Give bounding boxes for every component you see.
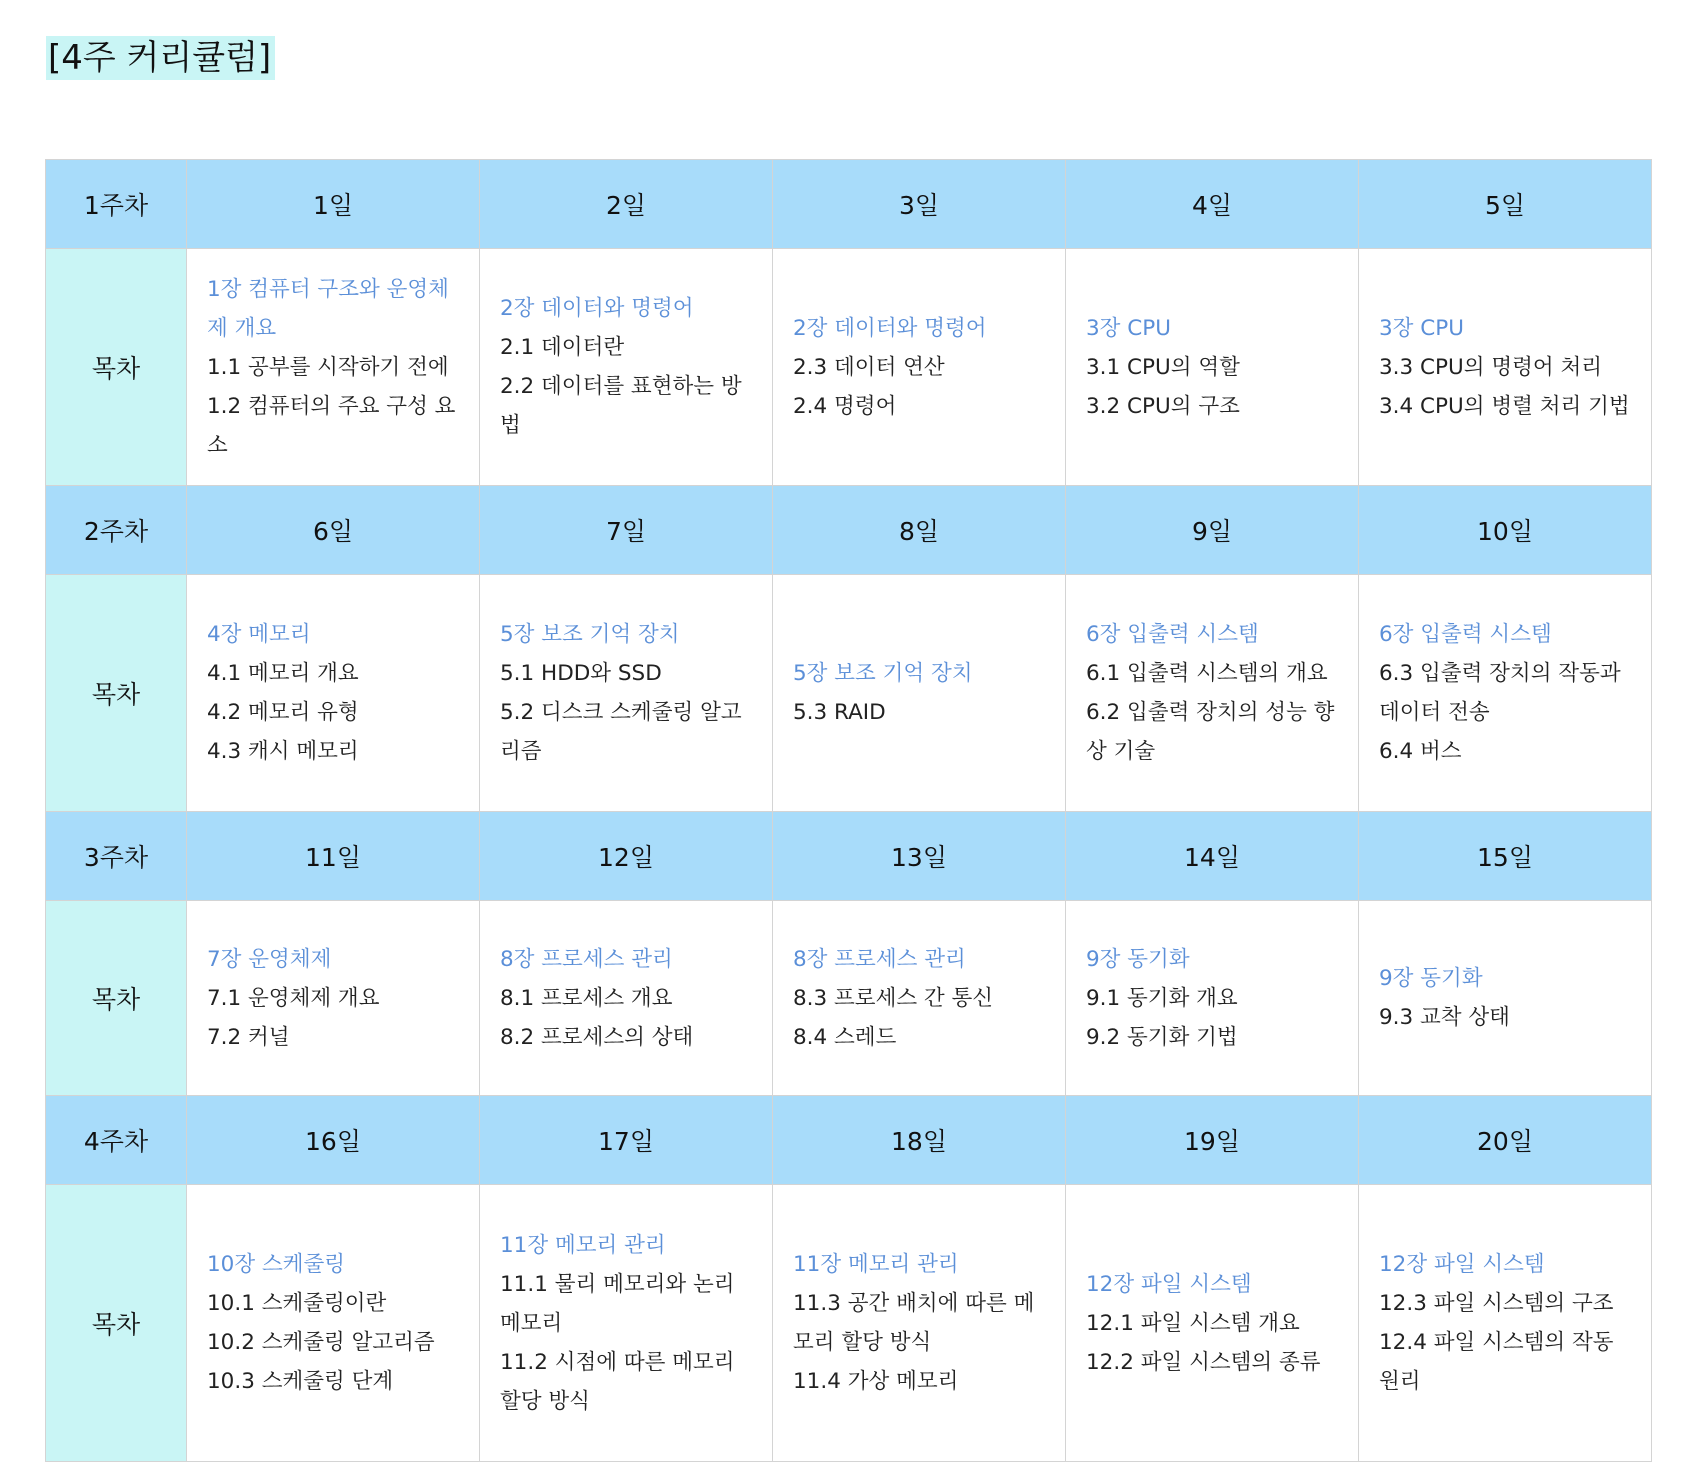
day-cell — [480, 575, 773, 812]
chapter-title: 3장 CPU — [1086, 315, 1171, 341]
day-cell — [1359, 575, 1652, 812]
day-header: 8일 — [773, 486, 1066, 575]
day-cell — [773, 1185, 1066, 1462]
topic-item: 8.1 프로세스 개요 — [500, 985, 673, 1011]
topic-item: 8.4 스레드 — [793, 1024, 897, 1050]
chapter-title: 5장 보조 기억 장치 — [500, 622, 680, 647]
topic-item: 2.3 데이터 연산 — [793, 354, 945, 380]
day-cell — [187, 901, 480, 1096]
day-cell — [1066, 249, 1359, 486]
topic-item: 5.1 HDD와 SSD — [500, 661, 662, 686]
day-cell — [480, 249, 773, 486]
topic-item: 8.3 프로세스 간 통신 — [793, 985, 994, 1011]
topic-item: 9.1 동기화 개요 — [1086, 985, 1238, 1011]
day-cell — [187, 249, 480, 486]
day-header: 19일 — [1066, 1096, 1359, 1185]
day-cell — [1066, 1185, 1359, 1462]
topic-item: 3.2 CPU의 구조 — [1086, 393, 1240, 419]
toc-row — [46, 1185, 1652, 1462]
chapter-title: 11장 메모리 관리 — [793, 1252, 959, 1277]
day-cell — [480, 901, 773, 1096]
topic-item: 9.2 동기화 기법 — [1086, 1024, 1238, 1050]
day-header: 5일 — [1359, 160, 1652, 249]
topic-item: 2.2 데이터를 표현하는 방법 — [500, 374, 742, 438]
day-cell — [1066, 901, 1359, 1096]
page-title: [4주 커리큘럼] — [46, 36, 275, 80]
day-header: 14일 — [1066, 812, 1359, 901]
day-cell — [773, 575, 1066, 812]
toc-label: 목차 — [46, 1185, 187, 1462]
chapter-title: 2장 데이터와 명령어 — [500, 296, 694, 321]
chapter-title: 9장 동기화 — [1379, 966, 1483, 991]
topic-item: 7.2 커널 — [207, 1024, 290, 1050]
week-label: 1주차 — [46, 160, 187, 249]
day-header: 9일 — [1066, 486, 1359, 575]
curriculum-body — [46, 160, 1652, 1462]
day-header: 17일 — [480, 1096, 773, 1185]
day-header: 4일 — [1066, 160, 1359, 249]
day-header: 10일 — [1359, 486, 1652, 575]
day-cell — [773, 249, 1066, 486]
day-header: 16일 — [187, 1096, 480, 1185]
chapter-title: 5장 보조 기억 장치 — [793, 661, 973, 686]
day-header: 2일 — [480, 160, 773, 249]
chapter-title: 7장 운영체제 — [207, 946, 332, 972]
topic-item: 11.1 물리 메모리와 논리 메모리 — [500, 1271, 735, 1336]
chapter-title: 8장 프로세스 관리 — [500, 946, 673, 972]
chapter-title: 2장 데이터와 명령어 — [793, 315, 987, 341]
day-header: 20일 — [1359, 1096, 1652, 1185]
topic-item: 5.2 디스크 스케줄링 알고리즘 — [500, 700, 742, 764]
topic-item: 2.4 명령어 — [793, 393, 897, 419]
topic-item: 1.1 공부를 시작하기 전에 — [207, 354, 449, 380]
chapter-title: 11장 메모리 관리 — [500, 1232, 666, 1258]
week-label: 4주차 — [46, 1096, 187, 1185]
curriculum-table — [45, 159, 1652, 1462]
day-cell — [1066, 575, 1359, 812]
day-header: 11일 — [187, 812, 480, 901]
chapter-title: 12장 파일 시스템 — [1086, 1271, 1252, 1297]
day-cell — [1359, 249, 1652, 486]
topic-item: 12.2 파일 시스템의 종류 — [1086, 1349, 1321, 1375]
week-label: 2주차 — [46, 486, 187, 575]
day-cell — [1359, 901, 1652, 1096]
chapter-title: 12장 파일 시스템 — [1379, 1252, 1545, 1277]
toc-row — [46, 575, 1652, 812]
toc-label: 목차 — [46, 901, 187, 1096]
topic-item: 3.4 CPU의 병렬 처리 기법 — [1379, 393, 1630, 419]
topic-item: 11.3 공간 배치에 따른 메모리 할당 방식 — [793, 1291, 1035, 1355]
week-header-row — [46, 486, 1652, 575]
topic-item: 2.1 데이터란 — [500, 335, 625, 360]
day-cell — [480, 1185, 773, 1462]
week-header-row — [46, 1096, 1652, 1185]
topic-item: 9.3 교착 상태 — [1379, 1005, 1510, 1030]
chapter-title: 6장 입출력 시스템 — [1086, 622, 1259, 647]
toc-row — [46, 901, 1652, 1096]
topic-item: 12.4 파일 시스템의 작동 원리 — [1379, 1330, 1614, 1394]
week-header-row — [46, 160, 1652, 249]
topic-item: 6.3 입출력 장치의 작동과 데이터 전송 — [1379, 661, 1621, 725]
topic-item: 3.3 CPU의 명령어 처리 — [1379, 354, 1603, 380]
topic-item: 10.3 스케줄링 단계 — [207, 1369, 394, 1394]
topic-item: 4.1 메모리 개요 — [207, 661, 359, 686]
day-header: 13일 — [773, 812, 1066, 901]
topic-item: 6.4 버스 — [1379, 739, 1462, 764]
chapter-title: 1장 컴퓨터 구조와 운영체제 개요 — [207, 276, 449, 341]
toc-row — [46, 249, 1652, 486]
topic-item: 3.1 CPU의 역할 — [1086, 354, 1240, 380]
topic-item: 4.2 메모리 유형 — [207, 700, 359, 725]
toc-label: 목차 — [46, 249, 187, 486]
day-header: 6일 — [187, 486, 480, 575]
day-cell — [187, 1185, 480, 1462]
chapter-title: 6장 입출력 시스템 — [1379, 622, 1552, 647]
chapter-title: 3장 CPU — [1379, 315, 1464, 341]
chapter-title: 8장 프로세스 관리 — [793, 946, 966, 972]
topic-item: 12.3 파일 시스템의 구조 — [1379, 1291, 1614, 1316]
topic-item: 7.1 운영체제 개요 — [207, 985, 380, 1011]
topic-item: 8.2 프로세스의 상태 — [500, 1024, 694, 1050]
topic-item: 12.1 파일 시스템 개요 — [1086, 1310, 1300, 1336]
topic-item: 5.3 RAID — [793, 700, 886, 725]
chapter-title: 9장 동기화 — [1086, 946, 1190, 972]
day-header: 3일 — [773, 160, 1066, 249]
toc-label: 목차 — [46, 575, 187, 812]
day-cell — [1359, 1185, 1652, 1462]
day-cell — [773, 901, 1066, 1096]
day-header: 7일 — [480, 486, 773, 575]
topic-item: 11.2 시점에 따른 메모리 할당 방식 — [500, 1349, 735, 1414]
week-header-row — [46, 812, 1652, 901]
chapter-title: 4장 메모리 — [207, 622, 311, 647]
day-header: 1일 — [187, 160, 480, 249]
topic-item: 1.2 컴퓨터의 주요 구성 요소 — [207, 393, 456, 458]
day-header: 15일 — [1359, 812, 1652, 901]
topic-item: 6.2 입출력 장치의 성능 향상 기술 — [1086, 700, 1335, 764]
day-header: 18일 — [773, 1096, 1066, 1185]
day-cell — [187, 575, 480, 812]
day-header: 12일 — [480, 812, 773, 901]
topic-item: 11.4 가상 메모리 — [793, 1369, 959, 1394]
topic-item: 10.1 스케줄링이란 — [207, 1291, 387, 1316]
topic-item: 10.2 스케줄링 알고리즘 — [207, 1330, 435, 1355]
chapter-title: 10장 스케줄링 — [207, 1252, 346, 1277]
topic-item: 4.3 캐시 메모리 — [207, 739, 359, 764]
topic-item: 6.1 입출력 시스템의 개요 — [1086, 661, 1328, 686]
week-label: 3주차 — [46, 812, 187, 901]
